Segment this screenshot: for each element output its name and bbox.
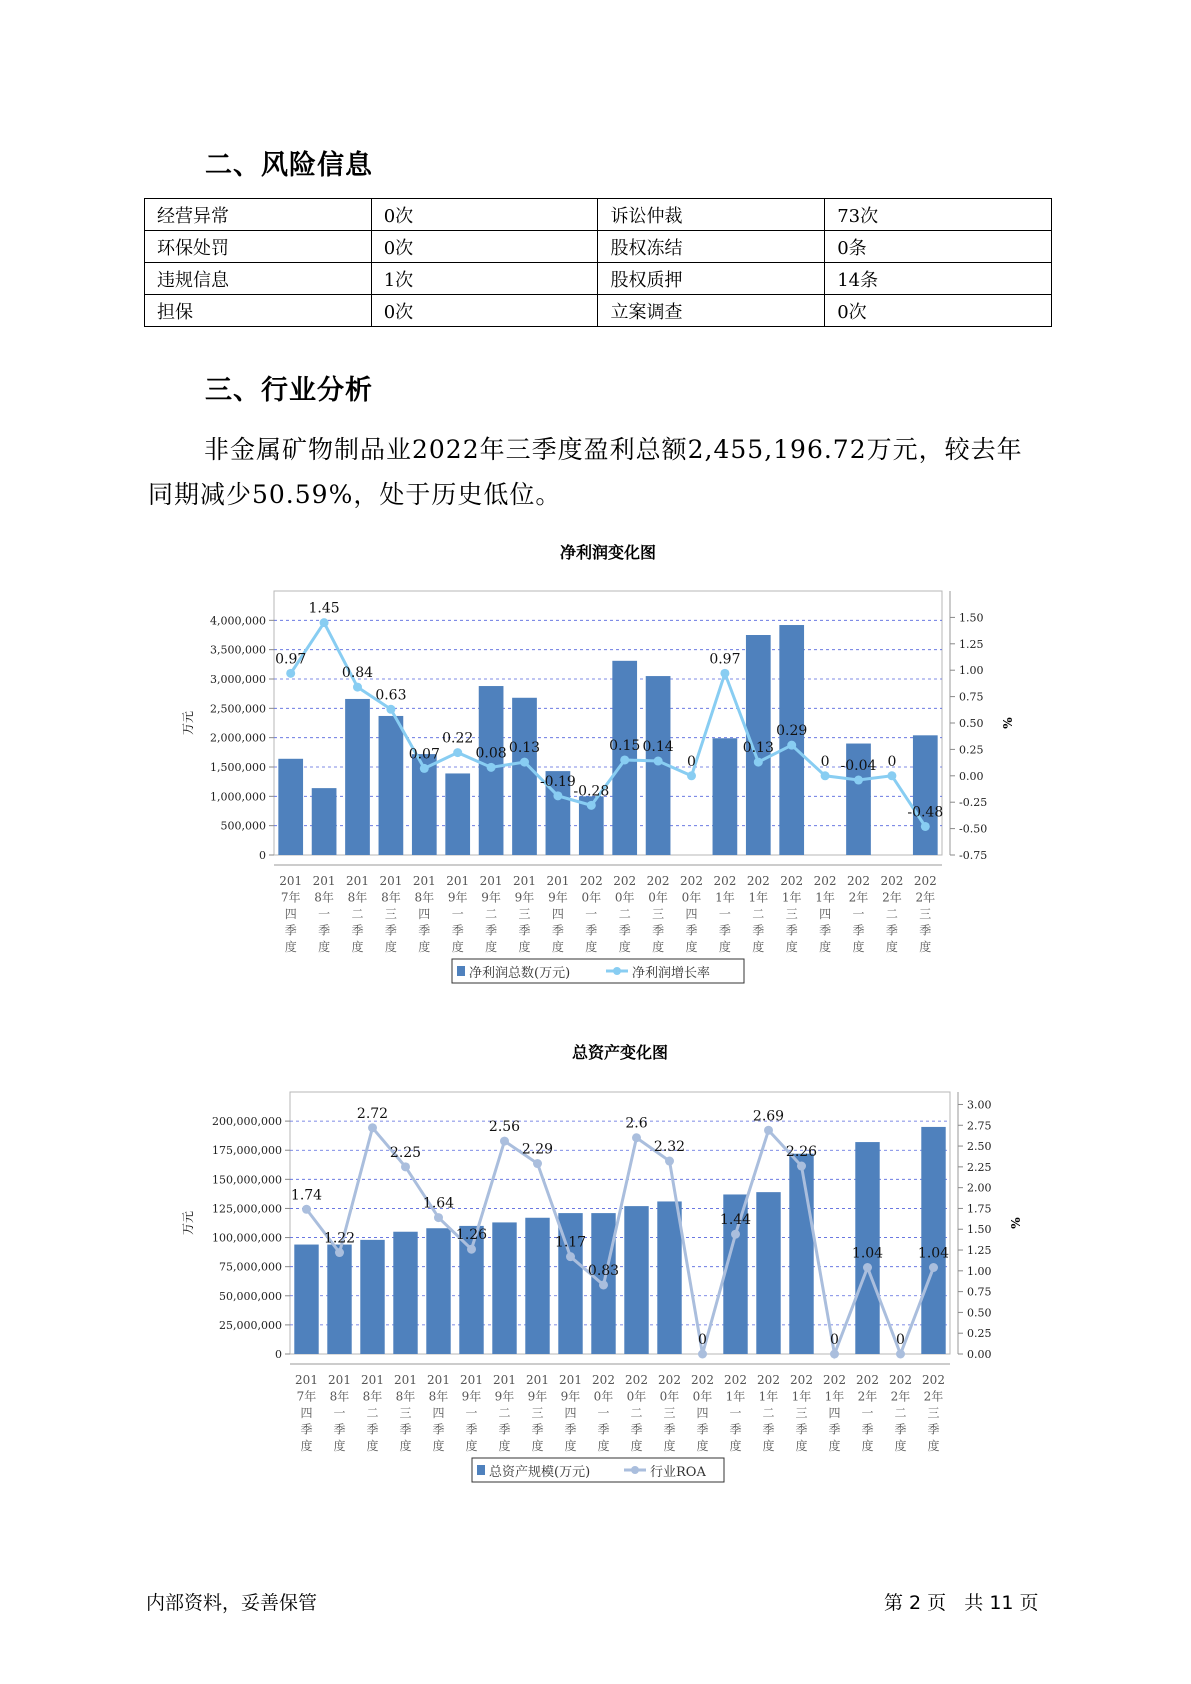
industry-summary-paragraph: 非金属矿物制品业2022年三季度盈利总额2,455,196.72万元，较去年同期减少50.59%，处于历史低位。 bbox=[148, 435, 1023, 509]
bar bbox=[445, 773, 470, 855]
risk-item-value: 1次 bbox=[371, 263, 598, 295]
x-axis-tick-label: 201 7年四季度 bbox=[279, 874, 303, 954]
line-point bbox=[654, 757, 663, 766]
y-axis-tick-label: 3,500,000 bbox=[210, 643, 266, 657]
legend-bar-swatch bbox=[477, 1465, 485, 1475]
risk-table-row bbox=[145, 199, 1052, 231]
y2-axis-tick-label: 0.25 bbox=[967, 1327, 992, 1341]
data-label: 2.69 bbox=[752, 1108, 785, 1125]
x-axis-tick-label: 202 0年三季度 bbox=[658, 1373, 681, 1453]
risk-info-table bbox=[144, 198, 1052, 327]
x-axis-tick-label: 202 0年一季度 bbox=[579, 874, 603, 954]
data-label: 0 bbox=[687, 753, 696, 770]
data-label: 0 bbox=[830, 1332, 839, 1348]
risk-item-value: 0次 bbox=[371, 231, 598, 263]
x-axis-tick-label: 201 8年二季度 bbox=[346, 874, 369, 954]
data-label: -0.19 bbox=[539, 773, 576, 790]
line-point bbox=[453, 748, 462, 757]
y-axis-tick-label: 2,500,000 bbox=[210, 702, 266, 716]
x-axis-tick-label: 201 8年一季度 bbox=[328, 1373, 351, 1453]
bar bbox=[393, 1232, 417, 1354]
line-point bbox=[632, 1133, 641, 1142]
x-axis-tick-label: 202 1年四季度 bbox=[823, 1373, 846, 1453]
x-axis-tick-label: 202 1年三季度 bbox=[790, 1373, 813, 1453]
x-axis-tick-label: 201 9年三季度 bbox=[526, 1373, 549, 1453]
bar bbox=[379, 716, 404, 855]
y-axis-tick-label: 100,000,000 bbox=[212, 1231, 282, 1245]
y2-axis-tick-label: 0.75 bbox=[959, 690, 984, 704]
bar bbox=[713, 738, 738, 855]
line-point bbox=[896, 1350, 905, 1359]
line-point bbox=[533, 1159, 542, 1168]
y2-axis-tick-label: 0.00 bbox=[967, 1348, 992, 1361]
bar bbox=[327, 1245, 351, 1354]
data-label: 2.26 bbox=[785, 1144, 818, 1161]
data-label: 2.72 bbox=[356, 1105, 389, 1122]
risk-item-label: 立案调查 bbox=[598, 295, 825, 327]
line-point bbox=[487, 763, 496, 772]
legend-bar-swatch bbox=[457, 966, 465, 976]
y-axis-tick-label: 150,000,000 bbox=[212, 1173, 282, 1187]
y-axis-tick-label: 500,000 bbox=[220, 819, 266, 833]
y-axis-tick-label: 175,000,000 bbox=[212, 1144, 282, 1158]
risk-item-label: 环保处罚 bbox=[145, 231, 372, 263]
y2-axis-title: % bbox=[1001, 717, 1015, 729]
risk-item-value: 0次 bbox=[371, 199, 598, 231]
line-point bbox=[731, 1230, 740, 1239]
y2-axis-tick-label: 1.00 bbox=[959, 664, 984, 678]
line-point bbox=[353, 683, 362, 692]
x-axis-tick-label: 202 0年二季度 bbox=[625, 1373, 648, 1453]
legend-label: 净利润增长率 bbox=[632, 966, 711, 981]
line-point bbox=[368, 1123, 377, 1132]
data-label: 0.22 bbox=[442, 730, 474, 747]
y2-axis-tick-label: 1.25 bbox=[967, 1244, 992, 1258]
x-axis-tick-label: 202 1年二季度 bbox=[757, 1373, 780, 1453]
line-point bbox=[286, 669, 295, 678]
x-axis-tick-label: 201 9年一季度 bbox=[446, 874, 470, 954]
data-label: 0.29 bbox=[776, 723, 808, 740]
data-label: 1.74 bbox=[290, 1187, 323, 1204]
x-axis-tick-label: 201 8年二季度 bbox=[361, 1373, 384, 1453]
line-point bbox=[764, 1126, 773, 1135]
data-label: 0.14 bbox=[642, 739, 674, 756]
line-point bbox=[787, 741, 796, 750]
line-point bbox=[500, 1137, 509, 1146]
y2-axis-tick-label: 1.75 bbox=[967, 1202, 992, 1216]
chart-title: 净利润变化图 bbox=[559, 543, 657, 562]
line-point bbox=[854, 776, 863, 785]
bar bbox=[624, 1206, 648, 1354]
y-axis-tick-label: 25,000,000 bbox=[219, 1318, 282, 1332]
y2-axis-tick-label: 0.25 bbox=[959, 743, 984, 757]
bar bbox=[756, 1192, 780, 1354]
bar bbox=[360, 1240, 384, 1354]
data-label: 0.97 bbox=[275, 651, 307, 668]
line-point bbox=[386, 705, 395, 714]
data-label: 0.63 bbox=[375, 687, 407, 704]
x-axis-tick-label: 201 9年四季度 bbox=[546, 874, 570, 954]
y2-axis-tick-label: 2.25 bbox=[967, 1160, 992, 1174]
line-point bbox=[335, 1248, 344, 1257]
x-axis-tick-label: 202 0年一季度 bbox=[592, 1373, 615, 1453]
line-point bbox=[434, 1213, 443, 1222]
data-label: 1.17 bbox=[554, 1234, 587, 1251]
data-label: 0 bbox=[698, 1332, 707, 1348]
data-label: 0 bbox=[820, 753, 830, 770]
bar bbox=[492, 1222, 516, 1354]
y-axis-tick-label: 0 bbox=[275, 1348, 282, 1361]
data-label: 1.26 bbox=[455, 1227, 488, 1244]
data-label: 2.29 bbox=[521, 1141, 554, 1158]
x-axis-tick-label: 202 2年三季度 bbox=[913, 874, 937, 954]
data-label: 1.45 bbox=[308, 600, 340, 617]
y2-axis-tick-label: 3.00 bbox=[967, 1098, 992, 1112]
y-axis-tick-label: 200,000,000 bbox=[212, 1115, 282, 1129]
x-axis-tick-label: 202 2年二季度 bbox=[880, 874, 904, 954]
bar bbox=[278, 759, 303, 855]
data-label: 0.13 bbox=[742, 740, 774, 757]
x-axis-tick-label: 202 2年二季度 bbox=[889, 1373, 912, 1453]
data-label: -0.28 bbox=[573, 783, 610, 800]
y-axis-tick-label: 50,000,000 bbox=[219, 1289, 282, 1303]
y2-axis-tick-label: 0.50 bbox=[967, 1306, 992, 1320]
risk-table-row bbox=[145, 263, 1052, 295]
legend-line-marker bbox=[631, 1466, 639, 1474]
chart-title: 总资产变化图 bbox=[571, 1043, 669, 1062]
data-label: -0.04 bbox=[840, 758, 877, 775]
bar bbox=[789, 1154, 813, 1354]
x-axis-tick-label: 202 1年一季度 bbox=[724, 1373, 747, 1453]
x-axis-tick-label: 202 0年四季度 bbox=[680, 874, 703, 954]
x-axis-tick-label: 201 8年三季度 bbox=[394, 1373, 417, 1453]
x-axis-tick-label: 202 1年四季度 bbox=[813, 874, 837, 954]
line-point bbox=[887, 771, 896, 780]
data-label: 2.56 bbox=[488, 1119, 521, 1136]
bar bbox=[294, 1245, 318, 1354]
x-axis-tick-label: 201 9年二季度 bbox=[493, 1373, 516, 1453]
bar bbox=[312, 788, 337, 855]
line-point bbox=[830, 1350, 839, 1359]
total-assets-chart bbox=[160, 1040, 1040, 1500]
x-axis-tick-label: 202 1年二季度 bbox=[746, 874, 770, 954]
x-axis-tick-label: 201 9年四季度 bbox=[559, 1373, 582, 1453]
x-axis-tick-label: 202 2年三季度 bbox=[922, 1373, 945, 1453]
data-label: -0.48 bbox=[907, 804, 944, 821]
data-label: 0 bbox=[896, 1332, 905, 1348]
legend-label: 总资产规模(万元) bbox=[489, 1465, 591, 1480]
risk-item-value: 73次 bbox=[825, 199, 1052, 231]
y2-axis-tick-label: 1.50 bbox=[967, 1223, 992, 1237]
y-axis-tick-label: 2,000,000 bbox=[210, 731, 266, 745]
bar bbox=[512, 698, 537, 855]
risk-item-value: 0次 bbox=[825, 295, 1052, 327]
risk-item-label: 违规信息 bbox=[145, 263, 372, 295]
risk-table-row bbox=[145, 295, 1052, 327]
section-title-risk: 二、风险信息 bbox=[205, 150, 373, 181]
x-axis-tick-label: 202 0年二季度 bbox=[613, 874, 637, 954]
y-axis-tick-label: 125,000,000 bbox=[212, 1202, 282, 1216]
line-point bbox=[553, 791, 562, 800]
data-label: 0 bbox=[887, 753, 897, 770]
data-label: 2.6 bbox=[625, 1115, 648, 1132]
y2-axis-tick-label: 0.00 bbox=[959, 769, 984, 783]
risk-item-value: 0次 bbox=[371, 295, 598, 327]
legend-label: 净利润总数(万元) bbox=[469, 966, 571, 981]
y-axis-tick-label: 1,500,000 bbox=[210, 761, 266, 774]
data-label: 1.04 bbox=[917, 1245, 950, 1262]
section-title-industry: 三、行业分析 bbox=[205, 375, 373, 406]
y-axis-tick-label: 75,000,000 bbox=[219, 1260, 282, 1274]
data-label: 2.25 bbox=[389, 1144, 422, 1161]
y2-axis-tick-label: 2.00 bbox=[967, 1181, 992, 1195]
y2-axis-tick-label: 0.50 bbox=[959, 717, 984, 730]
y-axis-tick-label: 0 bbox=[259, 849, 266, 862]
net-profit-chart bbox=[160, 540, 1040, 1000]
data-label: 0.97 bbox=[709, 651, 741, 668]
y-axis-tick-label: 1,000,000 bbox=[210, 790, 266, 804]
line-point bbox=[566, 1252, 575, 1261]
y-axis-title: 万元 bbox=[181, 710, 195, 736]
risk-item-label: 股权质押 bbox=[598, 263, 825, 295]
x-axis-tick-label: 201 8年四季度 bbox=[427, 1373, 450, 1453]
legend-label: 行业ROA bbox=[650, 1465, 706, 1480]
bar bbox=[921, 1127, 945, 1354]
bar bbox=[426, 1228, 450, 1354]
data-label: 0.13 bbox=[508, 740, 541, 757]
footer-confidential: 内部资料，妥善保管 bbox=[146, 1592, 318, 1614]
x-axis-tick-label: 201 9年三季度 bbox=[513, 874, 536, 954]
risk-table-row bbox=[145, 231, 1052, 263]
risk-item-label: 经营异常 bbox=[145, 199, 372, 231]
y2-axis-tick-label: -0.25 bbox=[959, 796, 988, 810]
line-point bbox=[420, 764, 429, 773]
y2-axis-tick-label: 0.75 bbox=[967, 1285, 992, 1299]
x-axis-tick-label: 202 1年三季度 bbox=[780, 874, 804, 954]
bar bbox=[525, 1218, 549, 1354]
x-axis-tick-label: 202 0年四季度 bbox=[691, 1373, 714, 1453]
line-point bbox=[302, 1205, 311, 1214]
risk-item-label: 担保 bbox=[145, 295, 372, 327]
line-point bbox=[401, 1162, 410, 1171]
x-axis-tick-label: 202 0年三季度 bbox=[646, 874, 670, 954]
line-point bbox=[698, 1350, 707, 1359]
line-point bbox=[320, 618, 329, 627]
line-point bbox=[754, 758, 763, 767]
y2-axis-tick-label: 1.50 bbox=[959, 611, 984, 625]
y-axis-title: 万元 bbox=[181, 1210, 195, 1236]
line-point bbox=[921, 822, 930, 831]
x-axis-tick-label: 201 7年四季度 bbox=[295, 1373, 318, 1453]
line-point bbox=[599, 1280, 608, 1289]
y2-axis-title: % bbox=[1009, 1217, 1023, 1229]
y-axis-tick-label: 4,000,000 bbox=[210, 614, 266, 628]
line-point bbox=[620, 755, 629, 764]
x-axis-tick-label: 201 8年一季度 bbox=[312, 874, 336, 954]
risk-item-value: 14条 bbox=[825, 263, 1052, 295]
data-label: 0.83 bbox=[587, 1262, 620, 1279]
data-label: 0.15 bbox=[609, 737, 641, 754]
y2-axis-tick-label: -0.75 bbox=[959, 849, 988, 862]
footer-page-number: 第 2 页 共 11 页 bbox=[884, 1592, 1039, 1614]
risk-item-value: 0条 bbox=[825, 231, 1052, 263]
bar bbox=[345, 699, 370, 855]
line-point bbox=[520, 758, 529, 767]
data-label: 0.84 bbox=[341, 665, 374, 682]
x-axis-tick-label: 202 2年一季度 bbox=[856, 1373, 879, 1453]
legend-line-marker bbox=[613, 967, 621, 975]
risk-item-label: 诉讼仲裁 bbox=[598, 199, 825, 231]
data-label: 1.44 bbox=[719, 1212, 752, 1229]
y-axis-tick-label: 3,000,000 bbox=[210, 673, 266, 686]
data-label: 0.07 bbox=[408, 746, 440, 763]
y2-axis-tick-label: 2.75 bbox=[967, 1119, 992, 1133]
data-label: 1.04 bbox=[851, 1245, 884, 1262]
risk-item-label: 股权冻结 bbox=[598, 231, 825, 263]
bar bbox=[657, 1201, 681, 1354]
y2-axis-tick-label: 2.50 bbox=[967, 1140, 992, 1154]
bar bbox=[779, 625, 804, 855]
line-point bbox=[797, 1162, 806, 1171]
bar bbox=[913, 735, 938, 855]
x-axis-tick-label: 202 1年一季度 bbox=[713, 874, 737, 954]
line-point bbox=[467, 1245, 476, 1254]
x-axis-tick-label: 201 9年二季度 bbox=[479, 874, 503, 954]
line-point bbox=[587, 801, 596, 810]
x-axis-tick-label: 201 8年四季度 bbox=[412, 874, 436, 954]
x-axis-tick-label: 202 2年一季度 bbox=[847, 874, 870, 954]
data-label: 1.64 bbox=[422, 1195, 455, 1212]
data-label: 0.08 bbox=[475, 745, 507, 762]
data-label: 2.32 bbox=[653, 1139, 686, 1156]
x-axis-tick-label: 201 9年一季度 bbox=[460, 1373, 483, 1453]
line-point bbox=[687, 771, 696, 780]
line-point bbox=[720, 669, 729, 678]
line-point bbox=[863, 1263, 872, 1272]
y2-axis-tick-label: -0.50 bbox=[959, 822, 988, 836]
plot-area bbox=[274, 591, 942, 855]
y2-axis-tick-label: 1.00 bbox=[967, 1264, 992, 1278]
x-axis-tick-label: 201 8年三季度 bbox=[379, 874, 403, 954]
data-label: 1.22 bbox=[323, 1230, 356, 1247]
line-point bbox=[929, 1263, 938, 1272]
line-point bbox=[665, 1157, 674, 1166]
y2-axis-tick-label: 1.25 bbox=[959, 637, 984, 651]
line-point bbox=[821, 771, 830, 780]
